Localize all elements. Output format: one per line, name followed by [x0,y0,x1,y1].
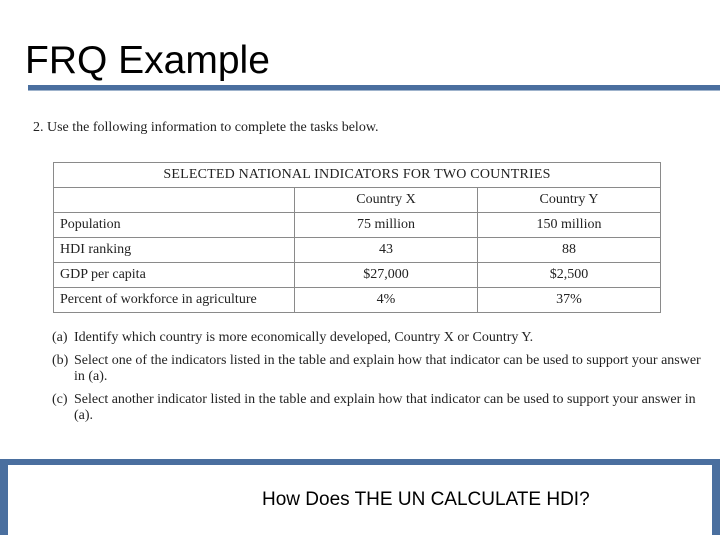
task-text: Select one of the indicators listed in the table and explain how that indicator can be used to support your answer in (a). [74,353,701,384]
title-divider [28,85,720,91]
country-x-value: 43 [295,238,478,263]
table-header-row [54,188,661,213]
table-row [54,213,661,238]
row-label: GDP per capita [54,263,295,288]
country-y-value: 150 million [478,213,661,238]
task-item [52,392,702,424]
indicators-table [53,162,661,313]
footer-panel [8,465,712,535]
slide-title: FRQ Example [25,39,270,82]
task-item [52,330,702,346]
task-letter: (b) [52,353,69,368]
row-label: Percent of workforce in agriculture [54,288,295,313]
footer-bar [0,459,720,535]
task-letter: (a) [52,330,68,345]
table-caption-row [54,163,661,188]
table-row [54,263,661,288]
task-text: Identify which country is more economically developed, Country X or Country Y. [74,330,534,345]
row-label: Population [54,213,295,238]
question-prompt: 2. Use the following information to complete the tasks below. [33,120,379,135]
table-row [54,238,661,263]
task-list [52,330,702,431]
country-x-value: 75 million [295,213,478,238]
country-x-value: $27,000 [295,263,478,288]
country-y-value: 88 [478,238,661,263]
country-y-value: $2,500 [478,263,661,288]
table-header-empty [54,188,295,213]
row-label: HDI ranking [54,238,295,263]
country-y-value: 37% [478,288,661,313]
table-caption: SELECTED NATIONAL INDICATORS FOR TWO COUNTRIES [54,163,661,188]
footer-question: How Does THE UN CALCULATE HDI? [262,489,590,510]
table-row [54,288,661,313]
task-letter: (c) [52,392,68,407]
table-header-country-y: Country Y [478,188,661,213]
task-item [52,353,702,385]
task-text: Select another indicator listed in the table and explain how that indicator can be used to support your answer in (a). [74,392,696,423]
table-header-country-x: Country X [295,188,478,213]
country-x-value: 4% [295,288,478,313]
